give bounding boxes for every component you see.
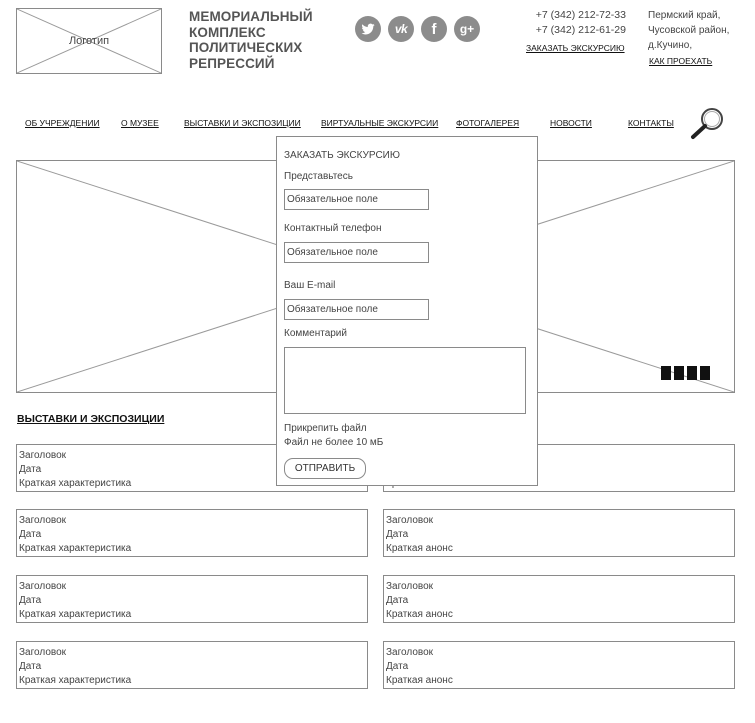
announcement-card[interactable] — [383, 641, 735, 689]
logo-label: Логотип — [68, 35, 110, 47]
address-line: Чусовской район, — [648, 25, 730, 36]
card-date: Дата — [386, 595, 409, 606]
attach-file-note: Файл не более 10 мБ — [284, 437, 384, 448]
card-date: Дата — [19, 529, 42, 540]
social-links — [355, 16, 480, 42]
submit-button[interactable]: ОТПРАВИТЬ — [284, 458, 366, 479]
card-heading: Заголовок — [19, 647, 67, 658]
card-summary: Краткая характеристика — [19, 609, 132, 620]
carousel-dot[interactable] — [700, 366, 710, 380]
banner-carousel-dots — [661, 366, 710, 380]
exhibition-card[interactable] — [16, 509, 368, 557]
card-summary: Краткая анонс — [386, 609, 453, 620]
exhibition-card[interactable] — [16, 575, 368, 623]
comment-textarea[interactable] — [284, 347, 526, 414]
card-heading: Заголовок — [386, 581, 434, 592]
search-icon[interactable] — [687, 104, 727, 140]
card-date: Дата — [19, 464, 42, 475]
nav-item-exhibitions[interactable]: ВЫСТАВКИ И ЭКСПОЗИЦИИ — [184, 118, 301, 128]
nav-item-virtual-tours[interactable]: ВИРТУАЛЬНЫЕ ЭКСКУРСИИ — [321, 118, 439, 128]
site-title[interactable] — [189, 9, 313, 71]
attach-file-link[interactable]: Прикрепить файл — [284, 423, 367, 434]
card-date: Дата — [19, 661, 42, 672]
exhibition-card[interactable] — [16, 641, 368, 689]
card-heading: Заголовок — [386, 515, 434, 526]
card-summary: Краткая характеристика — [19, 543, 132, 554]
card-date: Дата — [386, 529, 409, 540]
twitter-icon[interactable] — [355, 16, 381, 42]
google-plus-icon[interactable]: g+ — [454, 16, 480, 42]
card-heading: Заголовок — [19, 581, 67, 592]
announcement-card[interactable] — [383, 509, 735, 557]
card-heading: Заголовок — [19, 515, 67, 526]
card-summary: Краткая характеристика — [19, 478, 132, 489]
card-heading: Заголовок — [19, 450, 67, 461]
nav-item-contacts[interactable]: КОНТАКТЫ — [628, 118, 674, 128]
exhibitions-section-title[interactable]: ВЫСТАВКИ И ЭКСПОЗИЦИИ — [17, 413, 165, 425]
vk-icon[interactable]: vk — [388, 16, 414, 42]
name-label: Представьтесь — [284, 171, 353, 182]
logo-placeholder[interactable] — [16, 8, 162, 74]
order-excursion-form — [276, 136, 538, 486]
facebook-icon[interactable]: f — [421, 16, 447, 42]
nav-item-about-institution[interactable]: ОБ УЧРЕЖДЕНИИ — [25, 118, 100, 128]
nav-item-about-museum[interactable]: О МУЗЕЕ — [121, 118, 159, 128]
directions-link[interactable]: КАК ПРОЕХАТЬ — [649, 56, 713, 66]
phone-label: Контактный телефон — [284, 223, 382, 234]
card-date: Дата — [386, 661, 409, 672]
card-summary: Краткая характеристика — [19, 675, 132, 686]
site-title-line: КОМПЛЕКС — [189, 24, 266, 40]
email-label: Ваш E-mail — [284, 280, 336, 291]
carousel-dot[interactable] — [674, 366, 684, 380]
phone-number: +7 (342) 212-72-33 — [535, 9, 626, 21]
address-line: д.Кучино, — [648, 40, 693, 51]
site-title-line: МЕМОРИАЛЬНЫЙ — [189, 9, 313, 24]
order-excursion-link[interactable]: ЗАКАЗАТЬ ЭКСКУРСИЮ — [526, 43, 625, 53]
announcement-card[interactable] — [383, 575, 735, 623]
form-title: ЗАКАЗАТЬ ЭКСКУРСИЮ — [284, 150, 400, 161]
carousel-dot[interactable] — [661, 366, 671, 380]
phone-input[interactable]: Обязательное поле — [284, 242, 429, 263]
card-heading: Заголовок — [386, 647, 434, 658]
card-date: Дата — [19, 595, 42, 606]
carousel-dot[interactable] — [687, 366, 697, 380]
address — [648, 8, 729, 53]
site-title-line: ПОЛИТИЧЕСКИХ — [189, 40, 303, 55]
card-summary: Краткая анонс — [386, 675, 453, 686]
contact-phones — [536, 8, 626, 38]
phone-number: +7 (342) 212-61-29 — [535, 24, 626, 36]
site-title-line: РЕПРЕССИЙ — [189, 55, 275, 71]
name-input[interactable]: Обязательное поле — [284, 189, 429, 210]
address-line: Пермский край, — [648, 10, 721, 21]
comment-label: Комментарий — [284, 328, 347, 339]
card-summary: Краткая анонс — [386, 543, 453, 554]
nav-item-photo-gallery[interactable]: ФОТОГАЛЕРЕЯ — [456, 118, 520, 128]
email-input[interactable]: Обязательное поле — [284, 299, 429, 320]
nav-item-news[interactable]: НОВОСТИ — [550, 118, 592, 128]
